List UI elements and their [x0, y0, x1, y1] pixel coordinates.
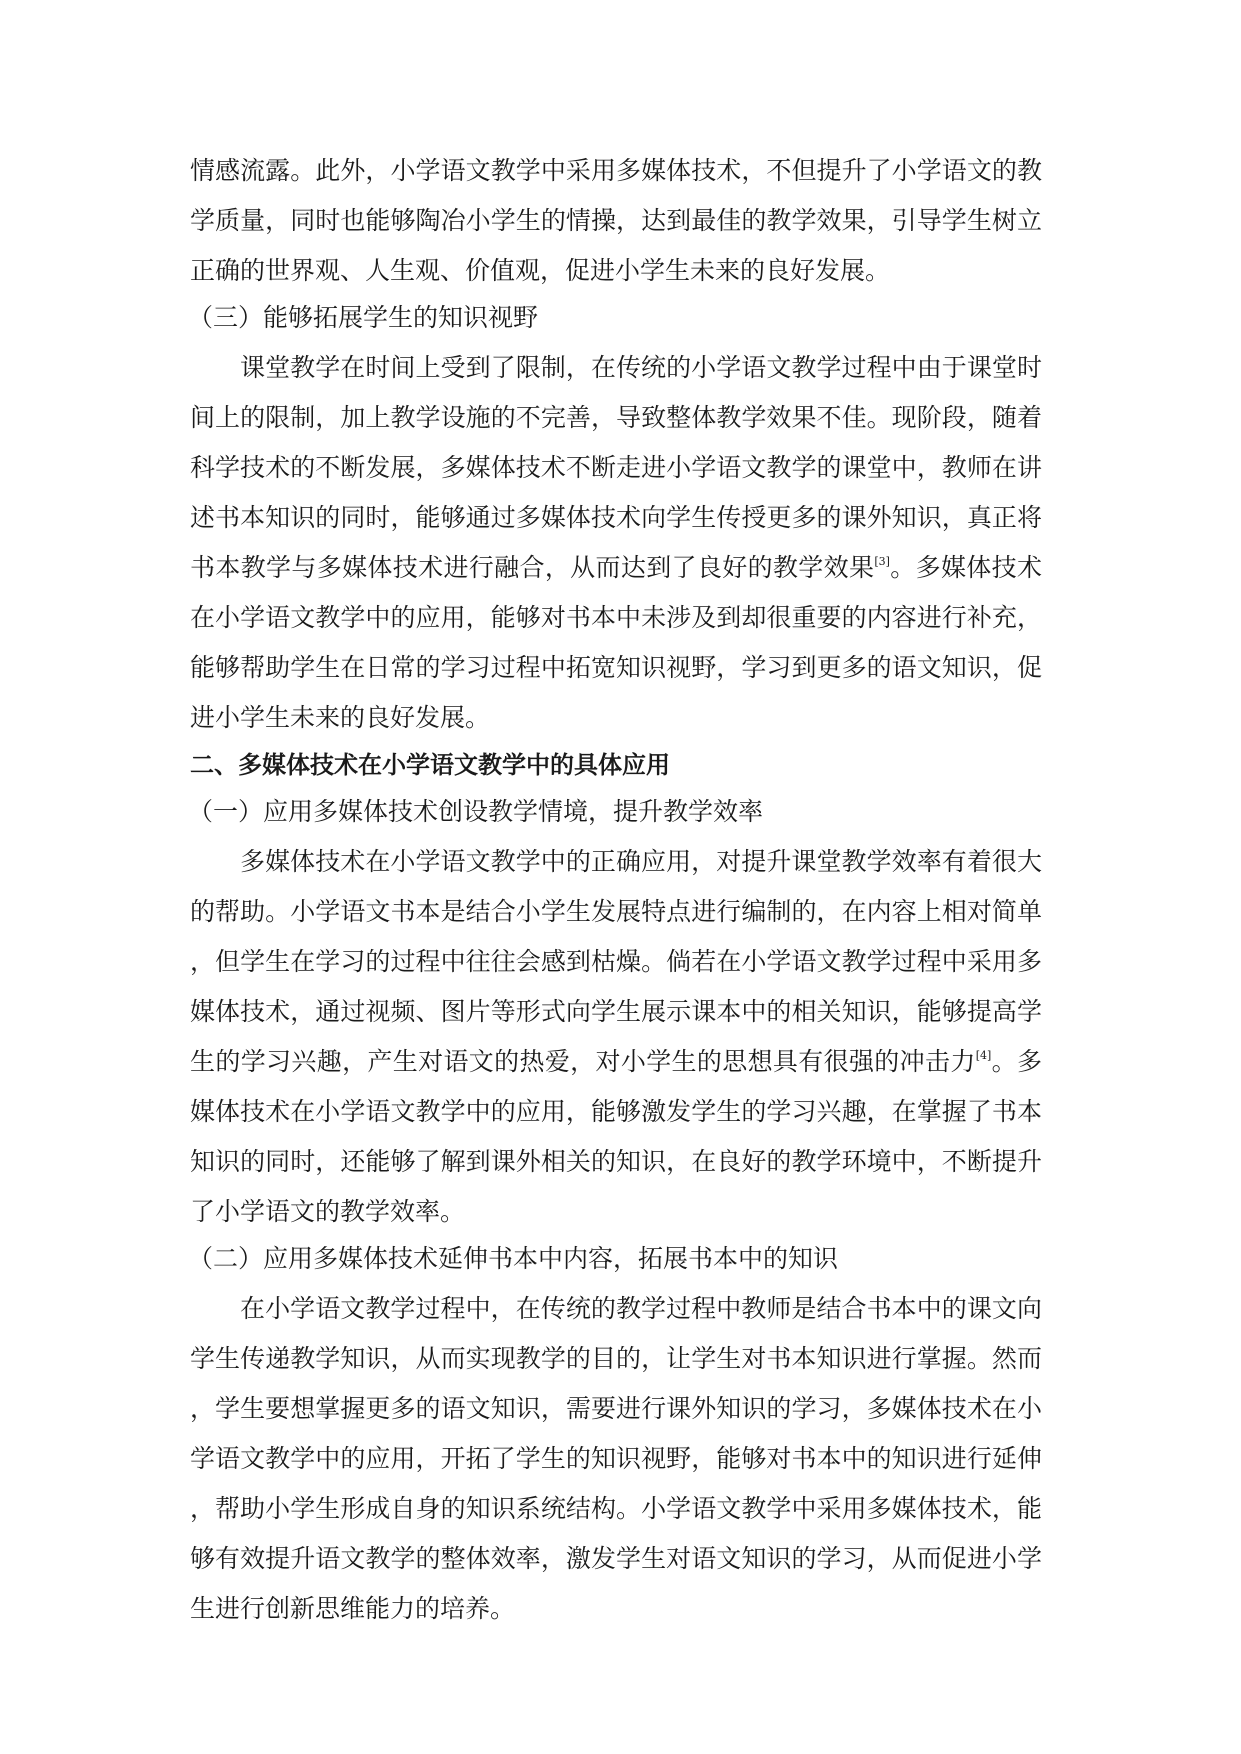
subheading-1: （一）应用多媒体技术创设教学情境，提升教学效率 [188, 797, 764, 826]
paragraph-line-with-citation [190, 551, 1042, 585]
line-text: 生的学习兴趣，产生对语文的热爱，对小学生的思想具有很强的冲击力 [190, 1047, 976, 1076]
paragraph-line: 够有效提升语文教学的整体效率，激发学生对语文知识的学习，从而促进小学 [190, 1544, 1042, 1573]
line-text: 书本教学与多媒体技术进行融合，从而达到了良好的教学效果 [190, 553, 875, 582]
paragraph-line: 的帮助。小学语文书本是结合小学生发展特点进行编制的，在内容上相对简单 [190, 897, 1042, 926]
paragraph-line: 进小学生未来的良好发展。 [190, 703, 491, 732]
paragraph-line: 课堂教学在时间上受到了限制，在传统的小学语文教学过程中由于课堂时 [240, 353, 1042, 382]
section-heading: 二、多媒体技术在小学语文教学中的具体应用 [190, 751, 670, 779]
paragraph-line: 生进行创新思维能力的培养。 [190, 1594, 516, 1623]
paragraph-line: ，帮助小学生形成自身的知识系统结构。小学语文教学中采用多媒体技术，能 [190, 1494, 1042, 1523]
paragraph-line: ，学生要想掌握更多的语文知识，需要进行课外知识的学习，多媒体技术在小 [190, 1394, 1042, 1423]
paragraph-line: 媒体技术在小学语文教学中的应用，能够激发学生的学习兴趣，在掌握了书本 [190, 1097, 1042, 1126]
subheading-2: （二）应用多媒体技术延伸书本中内容，拓展书本中的知识 [188, 1244, 839, 1273]
line-text: 。多 [991, 1047, 1042, 1076]
paragraph-line: 能够帮助学生在日常的学习过程中拓宽知识视野，学习到更多的语文知识，促 [190, 653, 1042, 682]
subheading-3: （三）能够拓展学生的知识视野 [188, 303, 539, 332]
paragraph-line-with-citation [190, 1045, 1042, 1079]
paragraph-line: 间上的限制，加上教学设施的不完善，导致整体教学效果不佳。现阶段，随着 [190, 403, 1042, 432]
paragraph-line: 知识的同时，还能够了解到课外相关的知识，在良好的教学环境中，不断提升 [190, 1147, 1042, 1176]
paragraph-line: 多媒体技术在小学语文教学中的正确应用，对提升课堂教学效率有着很大 [240, 847, 1042, 876]
paragraph-line: 学质量，同时也能够陶冶小学生的情操，达到最佳的教学效果，引导学生树立 [190, 206, 1042, 235]
paragraph-line: 在小学语文教学中的应用，能够对书本中未涉及到却很重要的内容进行补充， [190, 603, 1042, 632]
line-text: 。多媒体技术 [889, 553, 1042, 582]
paragraph-line: 情感流露。此外，小学语文教学中采用多媒体技术，不但提升了小学语文的教 [190, 156, 1042, 185]
citation-ref-4: [4] [975, 1049, 992, 1062]
paragraph-line: 在小学语文教学过程中，在传统的教学过程中教师是结合书本中的课文向 [240, 1294, 1042, 1323]
paragraph-line: 正确的世界观、人生观、价值观，促进小学生未来的良好发展。 [190, 256, 891, 285]
paragraph-line: 述书本知识的同时，能够通过多媒体技术向学生传授更多的课外知识，真正将 [190, 503, 1042, 532]
paragraph-line: 学生传递教学知识，从而实现教学的目的，让学生对书本知识进行掌握。然而 [190, 1344, 1042, 1373]
paragraph-line: 学语文教学中的应用，开拓了学生的知识视野，能够对书本中的知识进行延伸 [190, 1444, 1042, 1473]
paragraph-line: 科学技术的不断发展，多媒体技术不断走进小学语文教学的课堂中，教师在讲 [190, 453, 1042, 482]
paragraph-line: ，但学生在学习的过程中往往会感到枯燥。倘若在小学语文教学过程中采用多 [190, 947, 1042, 976]
citation-ref-3: [3] [874, 555, 890, 568]
paragraph-line: 了小学语文的教学效率。 [190, 1197, 466, 1226]
paragraph-line: 媒体技术，通过视频、图片等形式向学生展示课本中的相关知识，能够提高学 [190, 997, 1042, 1026]
